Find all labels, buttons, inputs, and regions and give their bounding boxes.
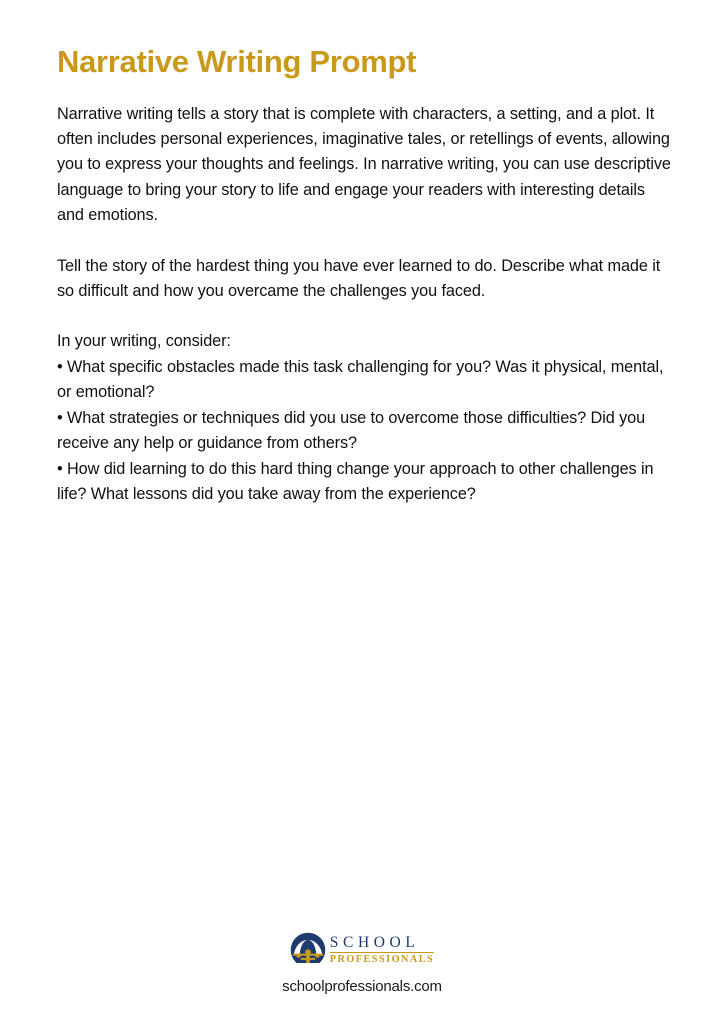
prompt-paragraph: Tell the story of the hardest thing you have ever learned to do. Describe what made it so difficult and how you overcame the challenges you faced. (57, 256, 661, 301)
logo-primary-text: SCHOOL (329, 933, 420, 951)
list-item: • What strategies or techniques did you use to overcome those difficulties? Did you receive any help or guidance from others? (57, 408, 646, 453)
intro-paragraph: Narrative writing tells a story that is complete with characters, a setting, and a plot. It often includes personal experiences, imaginative tales, or retellings of events, allowing you to express your thoughts and feelings. In narrative writing, you can use descriptive language to bring your story to life and engage your readers with interesting details and emotions. (57, 104, 671, 225)
page-title: Narrative Writing Prompt (57, 44, 417, 79)
school-professionals-logo-icon (290, 932, 326, 968)
list-item: • What specific obstacles made this task challenging for you? Was it physical, mental, or emotional? (57, 357, 664, 402)
paragraph-spacer (57, 304, 672, 329)
logo-secondary-text: PROFESSIONALS (329, 954, 435, 966)
footer-website-url[interactable]: schoolprofessionals.com (282, 978, 442, 995)
prompt-content (57, 44, 672, 507)
logo-wordmark (330, 934, 434, 967)
paragraph-spacer (57, 229, 672, 254)
logo-divider (330, 952, 434, 954)
brand-logo (290, 930, 434, 970)
list-item: • How did learning to do this hard thing change your approach to other challenges in life? What lessons did you take away from the experience? (57, 459, 654, 503)
consider-heading: In your writing, consider: (57, 332, 231, 351)
page-footer (0, 930, 724, 997)
